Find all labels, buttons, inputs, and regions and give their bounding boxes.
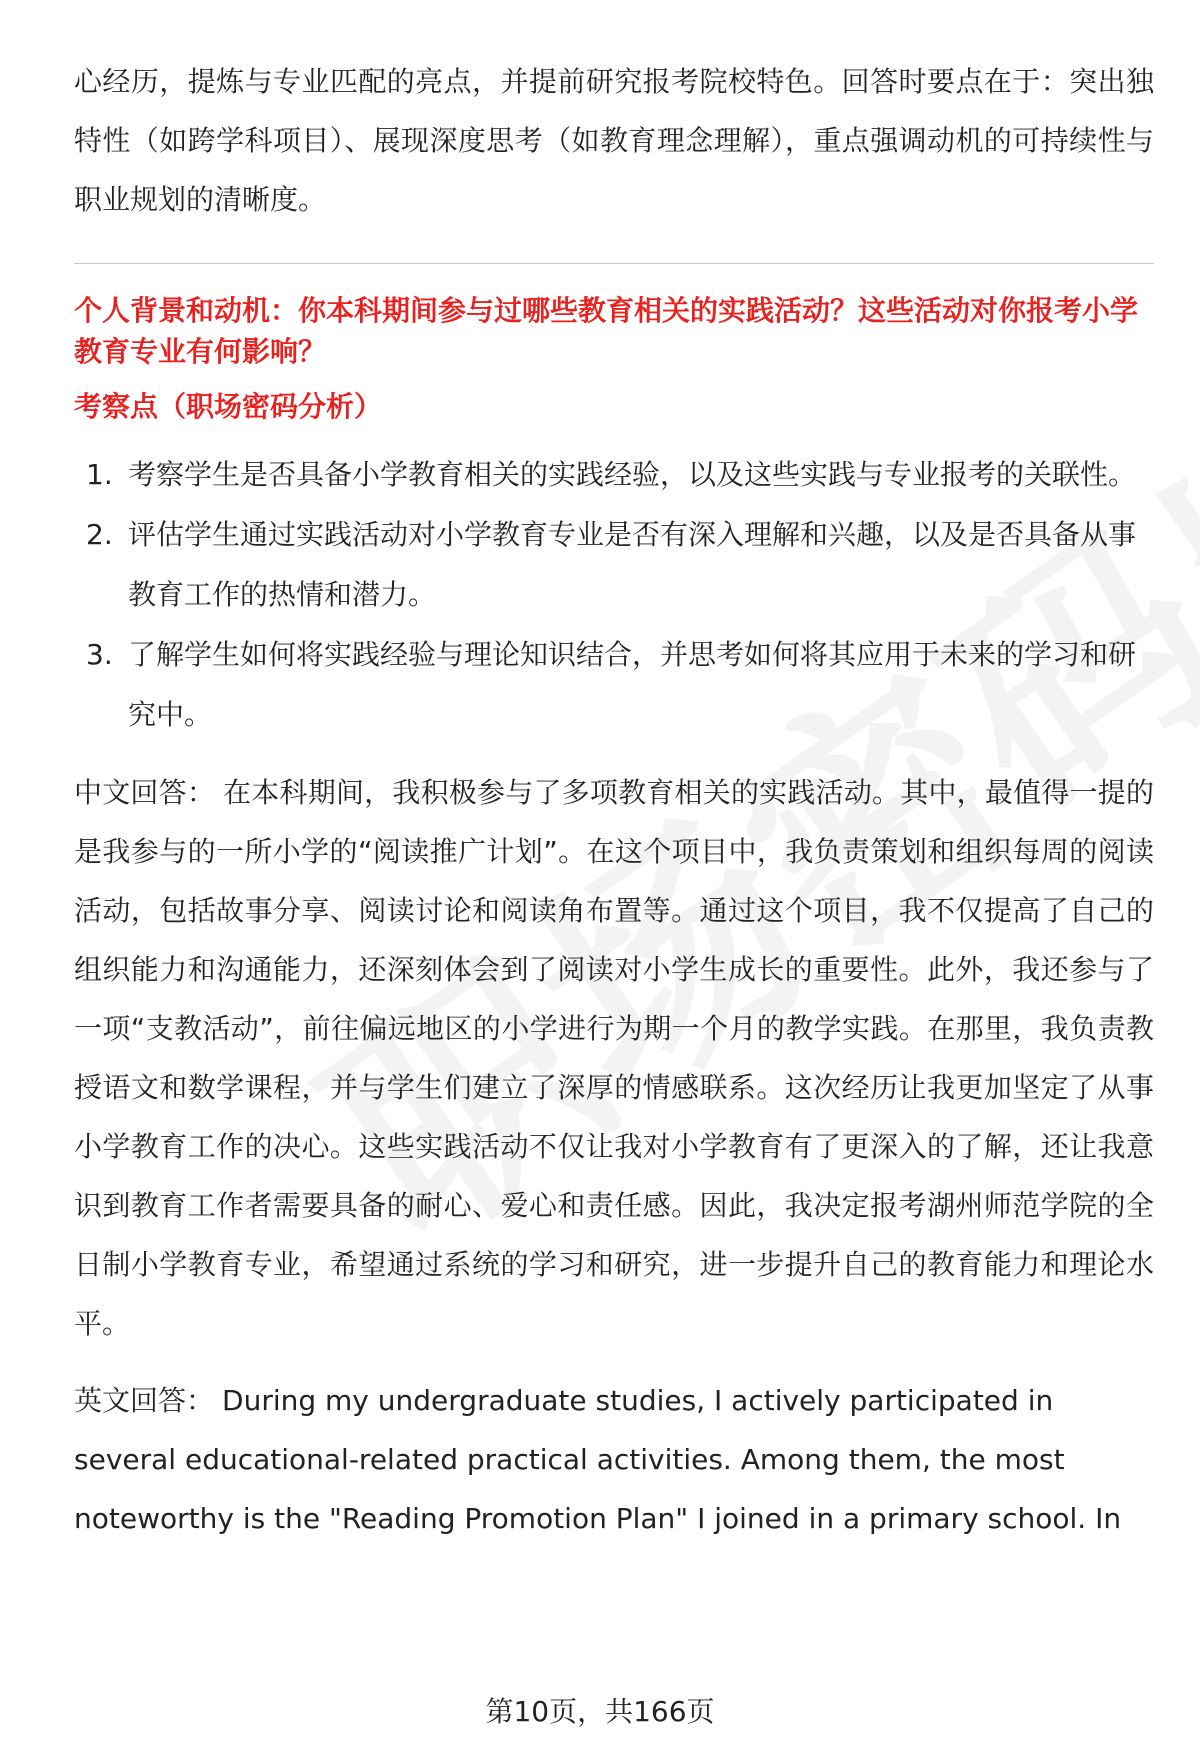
chinese-answer-label: 中文回答： <box>74 776 216 809</box>
analysis-subtitle: 考察点（职场密码分析） <box>74 390 383 423</box>
question-title: 个人背景和动机：你本科期间参与过哪些教育相关的实践活动？这些活动对你报考小学教育专业有何影响？ <box>74 294 1139 368</box>
list-item-number: 3. <box>86 638 113 671</box>
list-item-text: 了解学生如何将实践经验与理论知识结合，并思考如何将其应用于未来的学习和研究中。 <box>128 638 1137 731</box>
page-content <box>74 52 1154 1548</box>
list-item-text: 评估学生通过实践活动对小学教育专业是否有深入理解和兴趣，以及是否具备从事教育工作的热情和潜力。 <box>128 518 1137 611</box>
list-item-number: 1. <box>86 458 113 491</box>
list-item-text: 考察学生是否具备小学教育相关的实践经验，以及这些实践与专业报考的关联性。 <box>128 458 1137 491</box>
analysis-points-list <box>74 445 1154 745</box>
list-item <box>74 505 1154 625</box>
section-divider <box>74 263 1154 264</box>
list-item <box>74 625 1154 745</box>
english-answer <box>74 1371 1154 1548</box>
intro-paragraph: 心经历，提炼与专业匹配的亮点，并提前研究报考院校特色。回答时要点在于：突出独特性（如跨学科项目）、展现深度思考（如教育理念理解），重点强调动机的可持续性与职业规划的清晰度。 <box>74 65 1154 216</box>
english-answer-label: 英文回答： <box>74 1384 215 1417</box>
chinese-answer-text: 在本科期间，我积极参与了多项教育相关的实践活动。其中，最值得一提的是我参与的一所小学的“阅读推广计划”。在这个项目中，我负责策划和组织每周的阅读活动，包括故事分享、阅读讨论和阅读角布置等。通过这个项目，我不仅提高了自己的组织能力和沟通能力，还深刻体会到了阅读对小学生成长的重要性。此外，我还参与了一项“支教活动”，前往偏远地区的小学进行为期一个月的教学实践。在那里，我负责教授语文和数学课程，并与学生们建立了深厚的情感联系。这次经历让我更加坚定了从事小学教育工作的决心。这些实践活动不仅让我对小学教育有了更深入的了解，还让我意识到教育工作者需要具备的耐心、爱心和责任感。因此，我决定报考湖州师范学院的全日制小学教育专业，希望通过系统的学习和研究，进一步提升自己的教育能力和理论水平。 <box>74 776 1154 1340</box>
list-item <box>74 445 1154 505</box>
chinese-answer <box>74 763 1154 1353</box>
list-item-number: 2. <box>86 518 113 551</box>
page-footer: 第10页，共166页 <box>485 1695 715 1728</box>
english-answer-text: During my undergraduate studies, I actively participated in several educational-related practical activities. Among them, the most noteworthy is the "Reading Promotion Plan" I joined in a primary school. In <box>74 1384 1122 1535</box>
